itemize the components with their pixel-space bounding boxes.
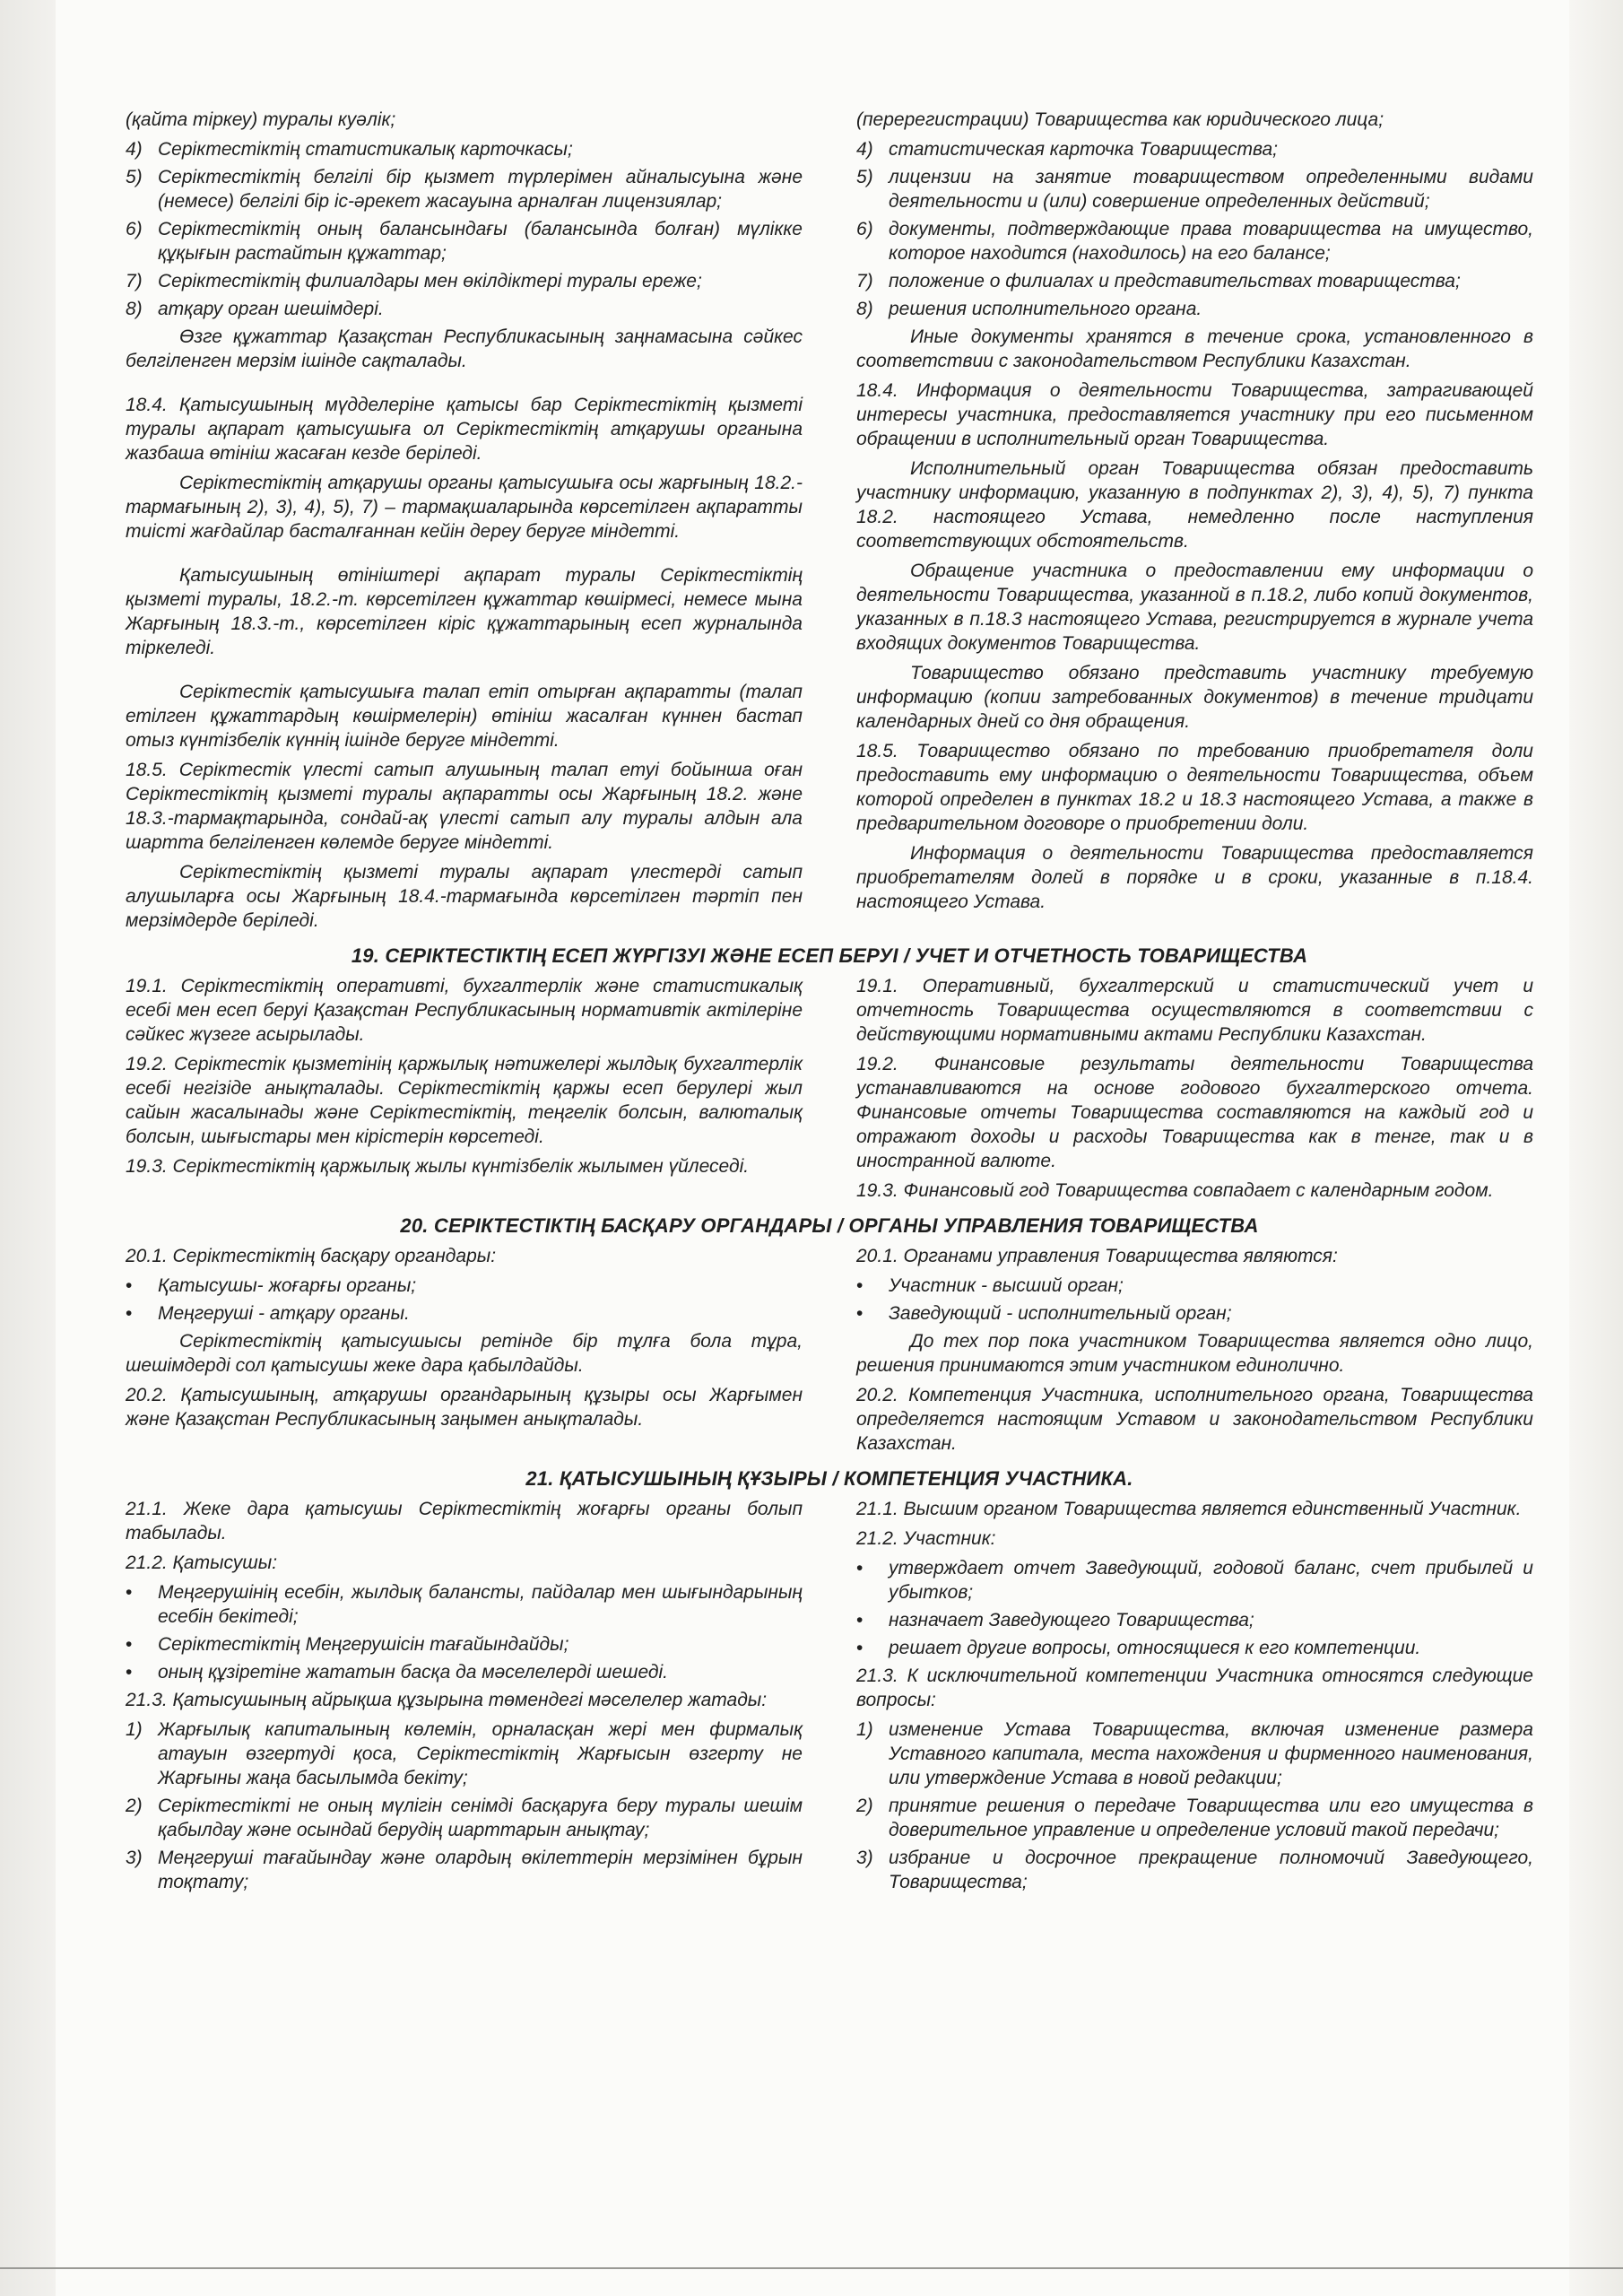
paragraph: Өзге құжаттар Қазақстан Республикасының заңнамасына сәйкес белгіленген мерзім ішінде сақталады. [126, 326, 803, 371]
item-text: Серіктестікті не оның мүлігін сенімді басқаруға беру туралы шешім қабылдау және осындай берудің шарттарын анықтау; [158, 1796, 803, 1840]
russian-column [856, 1497, 1533, 1898]
paragraph: 21.3. Қатысушының айрықша құзырына төмендегі мәселелер жатады: [126, 1690, 768, 1710]
item-number: 5) [126, 167, 143, 187]
paragraph: Исполнительный орган Товарищества обязан предоставить участнику информацию, указанную в подпунктах 2), 3), 4), 5), 7) пункта 18.2. настоящего Устава, немедленно после наступления соответствующих обстоятельств. [856, 458, 1533, 552]
section-20-heading: 20. СЕРІКТЕСТІКТІҢ БАСҚАРУ ОРГАНДАРЫ / ОРГАНЫ УПРАВЛЕНИЯ ТОВАРИЩЕСТВА [400, 1214, 1259, 1237]
paragraph: Қатысушының өтініштері ақпарат туралы Серіктестіктің қызметі туралы, 18.2.-т. көрсетілген құжаттар көшірмесі, немесе мына Жарғының 18.3.-т., көрсетілген кіріс құжаттарының есеп журналында тіркеледі. [126, 565, 803, 658]
bullet-marker: • [126, 1582, 133, 1603]
paragraph: (перерегистрации) Товарищества как юридического лица; [856, 109, 1384, 130]
section-20 [126, 1244, 1533, 1461]
paragraph: 18.5. Товарищество обязано по требованию приобретателя доли предоставить ему информацию о деятельности Товарищества, объем которой определен в пунктах 18.2 и 18.3 настоящего Устава, а также в предварительном договоре о приобретении доли. [856, 741, 1533, 834]
item-text: решает другие вопросы, относящиеся к его компетенции. [889, 1638, 1421, 1658]
section-21-heading: 21. ҚАТЫСУШЫНЫҢ ҚҰЗЫРЫ / КОМПЕТЕНЦИЯ УЧАСТНИКА. [525, 1467, 1133, 1490]
bullet-item [126, 1632, 803, 1657]
item-text: положение о филиалах и представительствах товарищества; [889, 271, 1461, 291]
item-text: лицензии на занятие товариществом определенными видами деятельности и (или) совершение определенных действий; [889, 167, 1533, 212]
russian-column [856, 1244, 1533, 1461]
numbered-item [856, 269, 1533, 293]
paragraph: 19.3. Финансовый год Товарищества совпадает с календарным годом. [856, 1180, 1494, 1201]
item-text: Меңгерушінің есебін, жылдық балансты, пайдалар мен шығындарының есебін бекітеді; [158, 1582, 803, 1627]
russian-column [856, 974, 1533, 1208]
bullet-item [126, 1274, 803, 1298]
bullet-marker: • [856, 1638, 864, 1658]
paragraph: Товарищество обязано представить участнику требуемую информацию (копии затребованных документов) в течение тридцати календарных дней со дня обращения. [856, 663, 1533, 732]
numbered-item [856, 297, 1533, 321]
paragraph: До тех пор пока участником Товарищества является одно лицо, решения принимаются этим участником единолично. [856, 1331, 1533, 1376]
paragraph: Серіктестіктің атқарушы органы қатысушыға осы жарғының 18.2.- тармағының 2), 3), 4), 5), 7) – тармақшаларында көрсетілген ақпаратты тиісті жағдайлар басталғаннан кейін дереу беруге міндетті. [126, 473, 803, 542]
item-text: принятие решения о передаче Товарищества или его имущества в доверительное управление и определение условий такой передачи; [889, 1796, 1533, 1840]
bullet-item [856, 1274, 1533, 1298]
paragraph: 20.2. Қатысушының, атқарушы органдарының құзыры осы Жарғымен және Қазақстан Республикасының заңымен анықталады. [126, 1385, 803, 1430]
kazakh-column [126, 1497, 803, 1898]
item-text: Меңгеруші тағайындау және олардың өкілеттерін мерзімінен бұрын тоқтату; [158, 1848, 803, 1892]
paragraph: 19.2. Серіктестік қызметінің қаржылық нәтижелері жылдық бухгалтерлік есебі негізіде анықталады. Серіктестіктің қаржы есеп берулері жыл сайын жасалынады және Серіктестіктің, теңгелік болсын, валюталық болсын, шығыстары мен кірістерін көрсетеді. [126, 1054, 803, 1147]
item-number: 6) [126, 219, 143, 239]
item-text: Участник - высший орган; [889, 1275, 1124, 1296]
bullet-item [126, 1301, 803, 1326]
paragraph: 21.2. Участник: [856, 1528, 996, 1549]
kazakh-column [126, 108, 803, 938]
section-21 [126, 1497, 1533, 1898]
paragraph: (қайта тіркеу) туралы куәлік; [126, 109, 396, 130]
numbered-item [126, 269, 803, 293]
bullet-marker: • [126, 1634, 133, 1655]
item-text: избрание и досрочное прекращение полномочий Заведующего, Товарищества; [889, 1848, 1533, 1892]
bullet-item [856, 1636, 1533, 1660]
item-text: Серіктестіктің статистикалық карточкасы; [158, 139, 573, 160]
paragraph: 21.1. Высшим органом Товарищества является единственный Участник. [856, 1499, 1522, 1519]
bullet-marker: • [856, 1275, 864, 1296]
paragraph: Обращение участника о предоставлении ему информации о деятельности Товарищества, указанной в п.18.2, либо копий документов, указанных в п.18.3 настоящего Устава, регистрируется в журнале учета входящих документов Товарищества. [856, 561, 1533, 654]
numbered-item [856, 137, 1533, 161]
section-19-heading: 19. СЕРІКТЕСТІКТІҢ ЕСЕП ЖҮРГІЗУІ ЖӘНЕ ЕСЕП БЕРУІ / УЧЕТ И ОТЧЕТНОСТЬ ТОВАРИЩЕСТВА [351, 944, 1308, 967]
paragraph: 21.1. Жеке дара қатысушы Серіктестіктің жоғарғы органы болып табылады. [126, 1499, 803, 1544]
bullet-item [856, 1556, 1533, 1605]
item-number: 4) [126, 139, 143, 160]
numbered-item [126, 137, 803, 161]
item-text: Меңгеруші - атқару органы. [158, 1303, 410, 1324]
paragraph: 19.2. Финансовые результаты деятельности Товарищества устанавливаются на основе годового бухгалтерского отчета. Финансовые отчеты Товарищества составляются на каждый год и отражают доходы и расходы Товарищества как в тенге, так и в иностранной валюте. [856, 1054, 1533, 1171]
numbered-item [856, 217, 1533, 265]
numbered-item [856, 165, 1533, 213]
bullet-item [126, 1660, 803, 1684]
paragraph: Серіктестік қатысушыға талап етіп отырған ақпаратты (талап етілген құжаттардың көшірмелерін) өтініш жасалған күннен бастап отыз күнтізбелік күннің ішінде беруге міндетті. [126, 682, 803, 751]
bullet-marker: • [856, 1610, 864, 1631]
item-number: 8) [856, 299, 873, 319]
bullet-marker: • [856, 1303, 864, 1324]
numbered-item [126, 1718, 803, 1790]
paragraph: 18.4. Қатысушының мүдделеріне қатысы бар Серіктестіктің қызметі туралы ақпарат қатысушыға ол Серіктестіктің атқарушы органына жазбаша өтініш жасаған кезде беріледі. [126, 395, 803, 464]
bullet-marker: • [126, 1662, 133, 1683]
section-19 [126, 974, 1533, 1208]
item-number: 3) [856, 1848, 873, 1868]
scan-bottom-line [0, 2267, 1623, 2269]
paragraph: 18.4. Информация о деятельности Товарищества, затрагивающей интересы участника, предоставляется участнику при его письменном обращении в исполнительный орган Товарищества. [856, 380, 1533, 449]
item-text: изменение Устава Товарищества, включая изменение размера Уставного капитала, места нахождения и фирменного наименования, или утверждение Устава в новой редакции; [889, 1719, 1533, 1788]
item-text: атқару орган шешімдері. [158, 299, 384, 319]
paragraph: Серіктестіктің қызметі туралы ақпарат үлестерді сатып алушыларға осы Жарғының 18.4.-тармағында көрсетілген тәртіп пен мерзімдерде беріледі. [126, 862, 803, 931]
numbered-item [856, 1794, 1533, 1842]
numbered-item [126, 1794, 803, 1842]
item-text: Қатысушы- жоғарғы органы; [158, 1275, 417, 1296]
item-number: 1) [126, 1719, 143, 1740]
bullet-item [856, 1301, 1533, 1326]
item-number: 1) [856, 1719, 873, 1740]
item-text: Серіктестіктің белгілі бір қызмет түрлерімен айналысуына және (немесе) белгілі бір іс-әрекет жасауына арналған лицензиялар; [158, 167, 803, 212]
bullet-item [856, 1608, 1533, 1632]
numbered-item [126, 217, 803, 265]
item-number: 7) [126, 271, 143, 291]
paragraph: Серіктестіктің қатысушысы ретінде бір тұлға бола тұра, шешімдерді сол қатысушы жеке дара қабылдайды. [126, 1331, 803, 1376]
document-content [126, 108, 1533, 1898]
paragraph: 20.1. Серіктестіктің басқару органдары: [126, 1246, 497, 1266]
russian-column [856, 108, 1533, 938]
section-18-continued [126, 108, 1533, 938]
scan-right-edge [1569, 0, 1623, 2296]
item-number: 7) [856, 271, 873, 291]
bullet-marker: • [126, 1275, 133, 1296]
numbered-item [856, 1846, 1533, 1894]
numbered-item [126, 165, 803, 213]
numbered-item [126, 297, 803, 321]
item-number: 8) [126, 299, 143, 319]
item-text: статистическая карточка Товарищества; [889, 139, 1278, 160]
paragraph: 19.3. Серіктестіктің қаржылық жылы күнтізбелік жылымен үйлеседі. [126, 1156, 750, 1177]
paragraph: 20.1. Органами управления Товарищества являются: [856, 1246, 1338, 1266]
paragraph: 21.2. Қатысушы: [126, 1552, 278, 1573]
numbered-item [126, 1846, 803, 1894]
item-number: 3) [126, 1848, 143, 1868]
item-text: документы, подтверждающие права товарищества на имущество, которое находится (находилось) на его балансе; [889, 219, 1533, 264]
item-text: утверждает отчет Заведующий, годовой баланс, счет прибылей и убытков; [889, 1558, 1533, 1603]
paragraph: 19.1. Оперативный, бухгалтерский и статистический учет и отчетность Товарищества осуществляются в соответствии с действующими нормативными актами Республики Казахстан. [856, 976, 1533, 1045]
item-text: решения исполнительного органа. [889, 299, 1202, 319]
paragraph: 19.1. Серіктестіктің оперативті, бухгалтерлік және статистикалық есебі мен есеп беруі Қазақстан Республикасының нормативтік актілеріне сәйкес жүзеге асырылады. [126, 976, 803, 1045]
item-text: Заведующий - исполнительный орган; [889, 1303, 1232, 1324]
paragraph: Информация о деятельности Товарищества предоставляется приобретателям долей в порядке и в сроки, указанные в п.18.4. настоящего Устава. [856, 843, 1533, 912]
bullet-marker: • [856, 1558, 864, 1578]
item-number: 6) [856, 219, 873, 239]
item-text: Серіктестіктің Меңгерушісін тағайындайды; [158, 1634, 569, 1655]
paragraph: Иные документы хранятся в течение срока, установленного в соответствии с законодательством Республики Казахстан. [856, 326, 1533, 371]
kazakh-column [126, 1244, 803, 1461]
item-number: 4) [856, 139, 873, 160]
bullet-item [126, 1580, 803, 1629]
numbered-item [856, 1718, 1533, 1790]
paragraph: 21.3. К исключительной компетенции Участника относятся следующие вопросы: [856, 1665, 1533, 1710]
item-number: 2) [126, 1796, 143, 1816]
item-number: 2) [856, 1796, 873, 1816]
item-text: оның құзіретіне жататын басқа да мәселелерді шешеді. [158, 1662, 668, 1683]
paragraph: 18.5. Серіктестік үлесті сатып алушының талап етуі бойынша оған Серіктестіктің қызметі туралы ақпаратты осы Жарғының 18.2. және 18.3.-тармақтарында, сондай-ақ үлесті сатып алу туралы алдын ала шартта белгіленген көлемде беруге міндетті. [126, 760, 803, 853]
item-text: Жарғылық капиталының көлемін, орналасқан жері мен фирмалық атауын өзгертуді қоса, Серіктестіктің Жарғысын өзгерту не Жарғыны жаңа басылымда бекіту; [158, 1719, 803, 1788]
bullet-marker: • [126, 1303, 133, 1324]
paragraph: 20.2. Компетенция Участника, исполнительного органа, Товарищества определяется настоящим Уставом и законодательством Республики Казахстан. [856, 1385, 1533, 1454]
kazakh-column [126, 974, 803, 1208]
item-text: назначает Заведующего Товарищества; [889, 1610, 1254, 1631]
scan-left-edge [0, 0, 56, 2296]
item-text: Серіктестіктің оның балансындағы (балансында болған) мүлікке құқығын растайтын құжаттар; [158, 219, 803, 264]
item-text: Серіктестіктің филиалдары мен өкілдіктері туралы ереже; [158, 271, 702, 291]
item-number: 5) [856, 167, 873, 187]
